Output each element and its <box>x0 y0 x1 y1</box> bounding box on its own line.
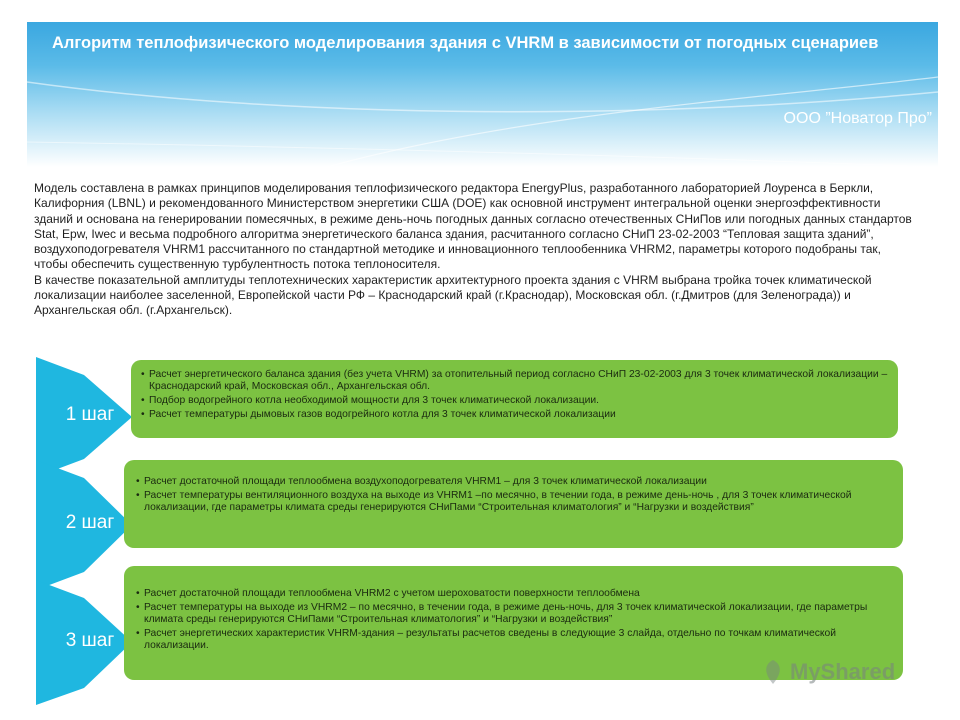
step-3-label: 3 шаг <box>65 630 115 651</box>
page-title: Алгоритм теплофизического моделирования здания с VHRM в зависимости от погодных сценариев <box>52 34 879 52</box>
intro-text <box>34 181 914 319</box>
step-3-item: • Расчет температуры на выходе из VHRM2 – по месячно, в течении года, в режиме день-ночь, для 3 точек климатической локализации, где параметры климата среды генерируются СНиПами “Строительная климатология” и “Нагрузки и воздействия” <box>136 602 895 626</box>
watermark-logo-icon <box>760 658 786 686</box>
step-3-item: • Расчет достаточной площади теплообмена VHRM2 с учетом шероховатости поверхности теплообмена <box>136 588 895 600</box>
step-1-item: • Подбор водогрейного котла необходимой мощности для 3 точек климатической локализации. <box>141 395 890 407</box>
step-3-box <box>124 566 903 680</box>
step-1-box <box>131 360 898 438</box>
intro-paragraph-2: В качестве показательной амплитуды теплотехнических характеристик архитектурного проекта здания с VHRM выбрана тройка точек климатической локализации наиболее заселенной, Европейской части РФ – Краснодарский край (г.Краснодар), Московская обл. (г.Дмитров (для Зеленограда)) и Архангельская обл. (г.Архангельск). <box>34 272 872 318</box>
company-name: ООО ”Новатор Про” <box>783 110 932 127</box>
step-3-item: • Расчет энергетических характеристик VHRM-здания – результаты расчетов сведены в следующие 3 слайда, отдельно по точкам климатической локализации. <box>136 628 895 652</box>
intro-paragraph-1: Модель составлена в рамках принципов моделирования теплофизического редактора EnergyPlus, разработанного лабораторией Лоуренса в Беркли, Калифорния (LBNL) и рекомендованного Министерством энергетики США (DOE) как основной инструмент интегральной оценки энергоэффективности зданий и основана на генерировании помесячных, в режиме день-ночь погодных данных согласно отечественных СНиПов или погодных данных стандартов Stat, Epw, Iwec и весьма подробного алгоритма энергетического баланса здания, расчитанного согласно СНиП 23-02-2003 “Тепловая защита зданий”, воздухоподогревателя VHRM1 рассчитанного по стандартной методике и инновационного теплообенника VHRM2, параметры которого подобраны так, чтобы обеспечить существенную турбулентность потока теплоносителя. <box>34 181 912 272</box>
step-1-label: 1 шаг <box>65 404 115 425</box>
watermark-text: MyShared <box>790 659 896 684</box>
step-1-item: • Расчет энергетического баланса здания (без учета VHRM) за отопительный период согласно СНиП 23-02-2003 для 3 точек климатической локализации – Краснодарский край, Московская обл., Архангельская обл. <box>141 369 890 393</box>
step-2-label: 2 шаг <box>65 512 115 533</box>
step-2-box <box>124 460 903 548</box>
step-2-item: • Расчет температуры вентиляционного воздуха на выходе из VHRM1 –по месячно, в течении года, в режиме день-ночь , для 3 точек климатической локализации, где параметры климата среды генерируются СНиПами “Строительная климатология” и “Нагрузки и воздействия” <box>136 490 895 514</box>
step-2-item: • Расчет достаточной площади теплообмена воздухоподогревателя VHRM1 – для 3 точек климатической локализации <box>136 476 895 488</box>
step-1-item: • Расчет температуры дымовых газов водогрейного котла для 3 точек климатической локализации <box>141 409 890 421</box>
